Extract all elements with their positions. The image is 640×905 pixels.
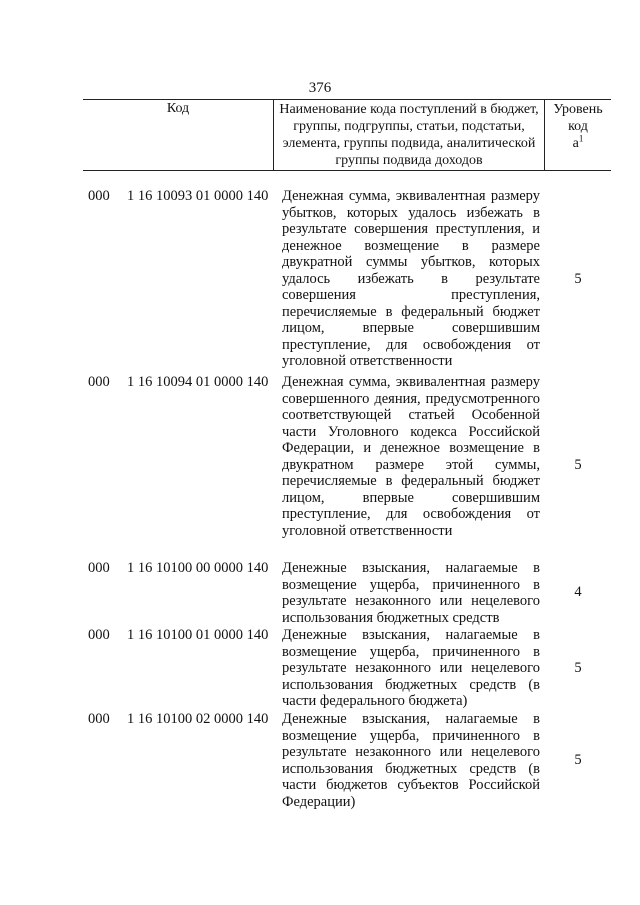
row-level: 5	[574, 660, 582, 676]
row-prefix: 000	[88, 711, 110, 727]
row-code: 1 16 10093 01 0000 140	[127, 188, 269, 204]
row-prefix: 000	[88, 627, 110, 643]
row-level: 5	[574, 271, 582, 287]
header-level-text: Уровень код	[553, 102, 603, 134]
row-prefix: 000	[88, 560, 110, 576]
header-level	[545, 100, 611, 171]
row-description: Денежная сумма, эквивалентная размеру совершенного деяния, предусмотренного соответствующей статьей Особенной части Уголовного кодекса Российской Федерации, и денежное возмещение в двукратном размере этой суммы, перечисляемые в федеральный бюджет лицом, впервые совершившим преступление, для освобождения от уголовной ответственности	[282, 374, 540, 539]
row-level: 5	[574, 752, 582, 768]
header-level-footnote: 1	[578, 133, 584, 144]
row-prefix: 000	[88, 188, 110, 204]
row-description: Денежные взыскания, налагаемые в возмещение ущерба, причиненного в результате незаконного или нецелевого использования бюджетных средств	[282, 560, 540, 626]
row-code: 1 16 10100 01 0000 140	[127, 627, 269, 643]
row-level: 4	[574, 584, 582, 600]
table-header	[83, 99, 611, 171]
header-level-mark: а	[572, 136, 579, 151]
row-prefix: 000	[88, 374, 110, 390]
row-code: 1 16 10100 00 0000 140	[127, 560, 269, 576]
row-code: 1 16 10094 01 0000 140	[127, 374, 269, 390]
page-number: 376	[308, 80, 332, 96]
header-code: Код	[83, 100, 274, 170]
row-level: 5	[574, 457, 582, 473]
row-description: Денежные взыскания, налагаемые в возмещение ущерба, причиненного в результате незаконного или нецелевого использования бюджетных средств (в части бюджетов субъектов Российской Федерации)	[282, 711, 540, 810]
header-name: Наименование кода поступлений в бюджет, группы, подгруппы, статьи, подстатьи, элемента, группы подвида, аналитической группы подвида доходов	[274, 100, 545, 171]
row-code: 1 16 10100 02 0000 140	[127, 711, 269, 727]
row-description: Денежные взыскания, налагаемые в возмещение ущерба, причиненного в результате незаконного или нецелевого использования бюджетных средств (в части федерального бюджета)	[282, 627, 540, 709]
row-description: Денежная сумма, эквивалентная размеру убытков, которых удалось избежать в результате совершения преступления, и денежное возмещение в размере двукратной суммы убытков, которых удалось избежать в результате совершения преступления, перечисляемые в федеральный бюджет лицом, впервые совершившим преступление, для освобождения от уголовной ответственности	[282, 188, 540, 369]
